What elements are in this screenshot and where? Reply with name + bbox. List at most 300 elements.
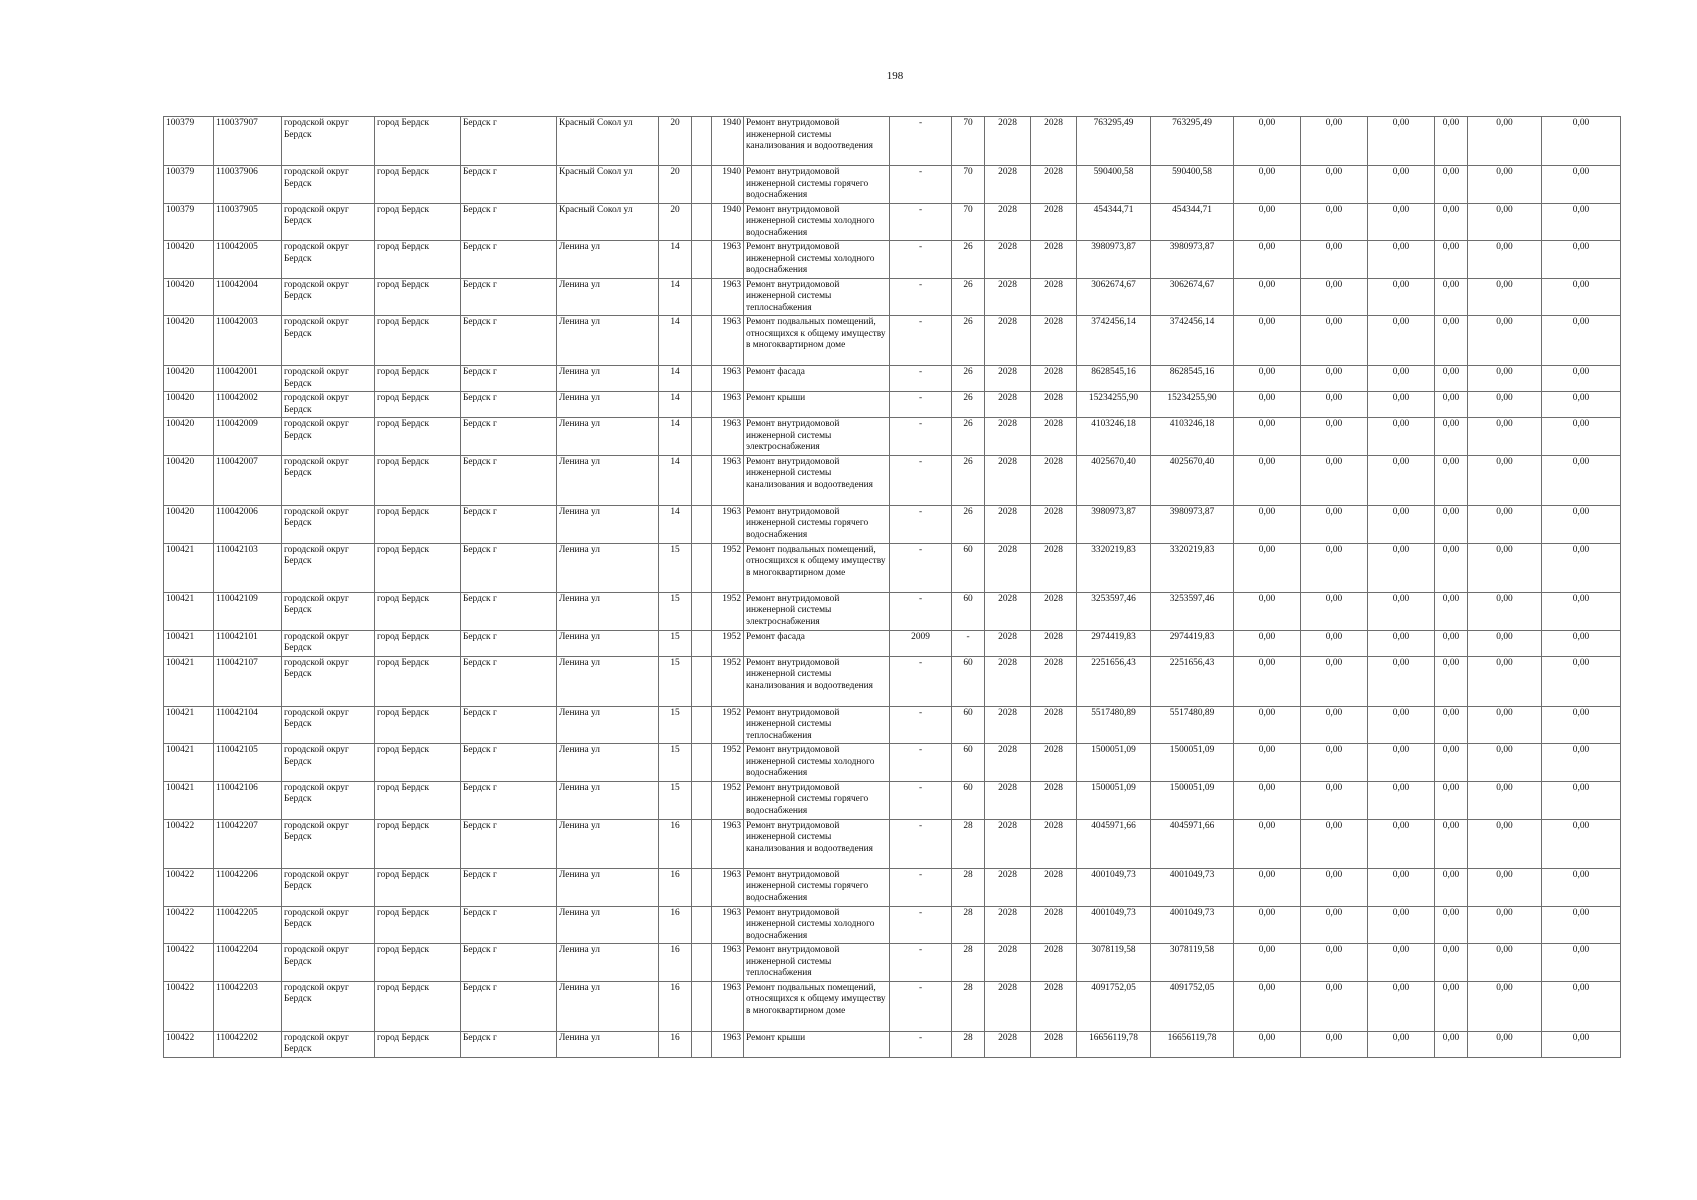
- cell-municipal-district: городской округ Бердск: [282, 744, 375, 782]
- cell-street: Ленина ул: [557, 744, 659, 782]
- cell-house-id: 100421: [164, 706, 214, 744]
- table-row: [164, 392, 1621, 418]
- cell-build-year: 1963: [712, 418, 744, 456]
- cell-municipal-district: городской округ Бердск: [282, 819, 375, 868]
- cell-cost-owners: 0,00: [1468, 543, 1542, 592]
- cell-cost-owners-extra: 0,00: [1542, 543, 1621, 592]
- table-row: [164, 944, 1621, 982]
- cell-settlement: город Бердск: [375, 166, 461, 204]
- cell-house-number: 15: [659, 706, 692, 744]
- table-row: [164, 906, 1621, 944]
- cell-plan-start-year: 2028: [985, 944, 1031, 982]
- cell-house-id: 100379: [164, 166, 214, 204]
- cell-cost-owners: 0,00: [1468, 819, 1542, 868]
- cell-build-year: 1963: [712, 392, 744, 418]
- cell-build-year: 1952: [712, 656, 744, 706]
- cell-work-id: 110042109: [214, 592, 282, 630]
- cell-work-id: 110037905: [214, 203, 282, 241]
- cell-cost-owners: 0,00: [1468, 656, 1542, 706]
- table-row: [164, 455, 1621, 505]
- cell-cost-local-budget: 0,00: [1368, 203, 1435, 241]
- cell-cost-owners: 0,00: [1468, 241, 1542, 279]
- table-row: [164, 868, 1621, 906]
- cell-cost-federal: 0,00: [1234, 906, 1301, 944]
- cell-cost-owners-extra: 0,00: [1542, 117, 1621, 166]
- cell-plan-start-year: 2028: [985, 543, 1031, 592]
- cell-cost-local-budget: 0,00: [1368, 630, 1435, 656]
- cell-cost-federal: 0,00: [1234, 117, 1301, 166]
- cell-street: Ленина ул: [557, 656, 659, 706]
- cell-municipal-district: городской округ Бердск: [282, 706, 375, 744]
- cell-cost-owners-extra: 0,00: [1542, 592, 1621, 630]
- cell-cost-regional-fund: 3078119,58: [1151, 944, 1234, 982]
- cell-cost-owners: 0,00: [1468, 868, 1542, 906]
- table-row: [164, 166, 1621, 204]
- cell-cost-owners-extra: 0,00: [1542, 166, 1621, 204]
- cell-cost-regional-budget: 0,00: [1301, 868, 1368, 906]
- cell-cost-local-budget: 0,00: [1368, 316, 1435, 366]
- cell-cost-owners-extra: 0,00: [1542, 781, 1621, 819]
- cell-last-repair-year: -: [890, 366, 952, 392]
- cell-cost-regional-fund: 3742456,14: [1151, 316, 1234, 366]
- cell-building: [692, 543, 712, 592]
- cell-cost-other: 0,00: [1435, 944, 1468, 982]
- cell-municipal-district: городской округ Бердск: [282, 906, 375, 944]
- cell-street: Ленина ул: [557, 278, 659, 316]
- cell-last-repair-year: -: [890, 455, 952, 505]
- cell-cost-owners-extra: 0,00: [1542, 203, 1621, 241]
- cell-cost-owners-extra: 0,00: [1542, 868, 1621, 906]
- cell-cost-regional-fund: 4091752,05: [1151, 981, 1234, 1031]
- cell-cost-owners-extra: 0,00: [1542, 706, 1621, 744]
- cell-cost-other: 0,00: [1435, 1031, 1468, 1057]
- cell-cost-owners-extra: 0,00: [1542, 981, 1621, 1031]
- cell-plan-start-year: 2028: [985, 392, 1031, 418]
- cell-plan-start-year: 2028: [985, 505, 1031, 543]
- cell-plan-end-year: 2028: [1031, 1031, 1077, 1057]
- cell-total-cost: 2251656,43: [1077, 656, 1151, 706]
- cell-building: [692, 819, 712, 868]
- cell-settlement: город Бердск: [375, 278, 461, 316]
- cell-municipal-district: городской округ Бердск: [282, 630, 375, 656]
- cell-plan-start-year: 2028: [985, 316, 1031, 366]
- cell-cost-other: 0,00: [1435, 455, 1468, 505]
- cell-build-year: 1963: [712, 278, 744, 316]
- cell-plan-end-year: 2028: [1031, 706, 1077, 744]
- cell-cost-regional-fund: 4045971,66: [1151, 819, 1234, 868]
- cell-house-id: 100420: [164, 505, 214, 543]
- cell-settlement: город Бердск: [375, 366, 461, 392]
- cell-cost-owners: 0,00: [1468, 418, 1542, 456]
- cell-cost-federal: 0,00: [1234, 166, 1301, 204]
- cell-plan-end-year: 2028: [1031, 630, 1077, 656]
- cell-settlement: город Бердск: [375, 1031, 461, 1057]
- cell-settlement: город Бердск: [375, 981, 461, 1031]
- cell-cost-other: 0,00: [1435, 392, 1468, 418]
- cell-last-repair-year: 2009: [890, 630, 952, 656]
- cell-cost-owners-extra: 0,00: [1542, 316, 1621, 366]
- cell-settlement: город Бердск: [375, 744, 461, 782]
- cell-building: [692, 278, 712, 316]
- cell-cost-regional-budget: 0,00: [1301, 819, 1368, 868]
- cell-total-cost: 3980973,87: [1077, 505, 1151, 543]
- cell-work-type: Ремонт внутридомовой инженерной системы теплоснабжения: [744, 944, 890, 982]
- cell-locality: Бердск г: [461, 278, 557, 316]
- cell-street: Ленина ул: [557, 543, 659, 592]
- cell-municipal-district: городской округ Бердск: [282, 543, 375, 592]
- cell-house-number: 14: [659, 505, 692, 543]
- cell-work-id: 110042206: [214, 868, 282, 906]
- cell-settlement: город Бердск: [375, 117, 461, 166]
- cell-cost-other: 0,00: [1435, 543, 1468, 592]
- cell-cost-regional-fund: 3062674,67: [1151, 278, 1234, 316]
- cell-locality: Бердск г: [461, 505, 557, 543]
- cell-settlement: город Бердск: [375, 241, 461, 279]
- cell-municipal-district: городской округ Бердск: [282, 592, 375, 630]
- cell-work-type: Ремонт внутридомовой инженерной системы теплоснабжения: [744, 278, 890, 316]
- cell-cost-regional-budget: 0,00: [1301, 278, 1368, 316]
- cell-cost-regional-fund: 590400,58: [1151, 166, 1234, 204]
- cell-cost-owners-extra: 0,00: [1542, 366, 1621, 392]
- cell-house-id: 100421: [164, 744, 214, 782]
- cell-house-id: 100422: [164, 944, 214, 982]
- cell-work-id: 110042205: [214, 906, 282, 944]
- cell-work-type: Ремонт крыши: [744, 1031, 890, 1057]
- cell-plan-end-year: 2028: [1031, 203, 1077, 241]
- cell-locality: Бердск г: [461, 366, 557, 392]
- cell-building: [692, 366, 712, 392]
- cell-building: [692, 166, 712, 204]
- cell-cost-owners: 0,00: [1468, 981, 1542, 1031]
- cell-street: Ленина ул: [557, 418, 659, 456]
- cell-house-id: 100422: [164, 1031, 214, 1057]
- cell-total-cost: 2974419,83: [1077, 630, 1151, 656]
- cell-settlement: город Бердск: [375, 630, 461, 656]
- cell-locality: Бердск г: [461, 630, 557, 656]
- cell-house-id: 100422: [164, 981, 214, 1031]
- cell-plan-end-year: 2028: [1031, 418, 1077, 456]
- cell-cost-regional-budget: 0,00: [1301, 592, 1368, 630]
- cell-total-cost: 4045971,66: [1077, 819, 1151, 868]
- cell-last-repair-year: -: [890, 706, 952, 744]
- cell-house-id: 100422: [164, 819, 214, 868]
- cell-cost-owners-extra: 0,00: [1542, 418, 1621, 456]
- cell-cost-owners-extra: 0,00: [1542, 944, 1621, 982]
- cell-work-id: 110037907: [214, 117, 282, 166]
- cell-plan-start-year: 2028: [985, 366, 1031, 392]
- cell-municipal-district: городской округ Бердск: [282, 203, 375, 241]
- cell-cost-regional-budget: 0,00: [1301, 117, 1368, 166]
- cell-cost-regional-budget: 0,00: [1301, 505, 1368, 543]
- cell-building: [692, 906, 712, 944]
- cell-plan-end-year: 2028: [1031, 392, 1077, 418]
- cell-plan-end-year: 2028: [1031, 117, 1077, 166]
- cell-cost-regional-budget: 0,00: [1301, 981, 1368, 1031]
- cell-work-type: Ремонт внутридомовой инженерной системы горячего водоснабжения: [744, 166, 890, 204]
- cell-house-number: 16: [659, 1031, 692, 1057]
- cell-house-id: 100379: [164, 203, 214, 241]
- cell-locality: Бердск г: [461, 1031, 557, 1057]
- cell-building: [692, 117, 712, 166]
- cell-plan-end-year: 2028: [1031, 944, 1077, 982]
- cell-house-id: 100422: [164, 906, 214, 944]
- cell-house-number: 20: [659, 166, 692, 204]
- cell-house-id: 100420: [164, 392, 214, 418]
- cell-plan-start-year: 2028: [985, 630, 1031, 656]
- cell-total-cost: 590400,58: [1077, 166, 1151, 204]
- cell-cost-regional-budget: 0,00: [1301, 392, 1368, 418]
- cell-street: Ленина ул: [557, 1031, 659, 1057]
- cell-settlement: город Бердск: [375, 505, 461, 543]
- cell-cost-other: 0,00: [1435, 906, 1468, 944]
- cell-cost-regional-fund: 763295,49: [1151, 117, 1234, 166]
- cell-plan-start-year: 2028: [985, 117, 1031, 166]
- cell-street: Ленина ул: [557, 944, 659, 982]
- cell-build-year: 1963: [712, 316, 744, 366]
- cell-house-id: 100379: [164, 117, 214, 166]
- cell-cost-local-budget: 0,00: [1368, 543, 1435, 592]
- cell-municipal-district: городской округ Бердск: [282, 392, 375, 418]
- cell-build-year: 1963: [712, 868, 744, 906]
- page-number: 198: [886, 70, 904, 82]
- cell-cost-local-budget: 0,00: [1368, 656, 1435, 706]
- cell-plan-end-year: 2028: [1031, 868, 1077, 906]
- cell-house-number: 15: [659, 630, 692, 656]
- cell-cost-federal: 0,00: [1234, 630, 1301, 656]
- cell-plan-end-year: 2028: [1031, 592, 1077, 630]
- cell-cost-owners: 0,00: [1468, 278, 1542, 316]
- cell-building: [692, 944, 712, 982]
- cell-street: Ленина ул: [557, 316, 659, 366]
- cell-cost-other: 0,00: [1435, 418, 1468, 456]
- cell-house-number: 14: [659, 316, 692, 366]
- cell-work-type: Ремонт внутридомовой инженерной системы горячего водоснабжения: [744, 505, 890, 543]
- cell-work-id: 110042104: [214, 706, 282, 744]
- cell-work-id: 110042204: [214, 944, 282, 982]
- cell-last-repair-year: -: [890, 505, 952, 543]
- cell-house-number: 14: [659, 278, 692, 316]
- cell-building: [692, 981, 712, 1031]
- cell-plan-end-year: 2028: [1031, 241, 1077, 279]
- cell-locality: Бердск г: [461, 316, 557, 366]
- cell-cost-owners-extra: 0,00: [1542, 906, 1621, 944]
- cell-wear-percent: 60: [952, 543, 985, 592]
- cell-wear-percent: 28: [952, 981, 985, 1031]
- cell-build-year: 1963: [712, 944, 744, 982]
- cell-wear-percent: 26: [952, 278, 985, 316]
- cell-cost-local-budget: 0,00: [1368, 392, 1435, 418]
- cell-house-number: 14: [659, 455, 692, 505]
- cell-house-number: 15: [659, 592, 692, 630]
- cell-work-id: 110042103: [214, 543, 282, 592]
- cell-cost-local-budget: 0,00: [1368, 418, 1435, 456]
- cell-plan-start-year: 2028: [985, 868, 1031, 906]
- cell-cost-federal: 0,00: [1234, 203, 1301, 241]
- cell-cost-regional-budget: 0,00: [1301, 166, 1368, 204]
- cell-house-number: 20: [659, 203, 692, 241]
- cell-municipal-district: городской округ Бердск: [282, 1031, 375, 1057]
- cell-wear-percent: 60: [952, 592, 985, 630]
- cell-cost-owners: 0,00: [1468, 744, 1542, 782]
- cell-municipal-district: городской округ Бердск: [282, 868, 375, 906]
- cell-municipal-district: городской округ Бердск: [282, 366, 375, 392]
- cell-cost-other: 0,00: [1435, 241, 1468, 279]
- cell-last-repair-year: -: [890, 906, 952, 944]
- cell-work-type: Ремонт крыши: [744, 392, 890, 418]
- cell-settlement: город Бердск: [375, 868, 461, 906]
- cell-cost-other: 0,00: [1435, 656, 1468, 706]
- cell-cost-local-budget: 0,00: [1368, 781, 1435, 819]
- cell-cost-regional-budget: 0,00: [1301, 203, 1368, 241]
- cell-cost-regional-budget: 0,00: [1301, 455, 1368, 505]
- cell-building: [692, 203, 712, 241]
- cell-house-id: 100420: [164, 241, 214, 279]
- cell-cost-owners: 0,00: [1468, 366, 1542, 392]
- cell-last-repair-year: -: [890, 944, 952, 982]
- cell-cost-regional-fund: 4025670,40: [1151, 455, 1234, 505]
- cell-cost-owners: 0,00: [1468, 316, 1542, 366]
- cell-cost-regional-fund: 4001049,73: [1151, 868, 1234, 906]
- cell-build-year: 1963: [712, 241, 744, 279]
- cell-plan-start-year: 2028: [985, 819, 1031, 868]
- cell-work-id: 110042101: [214, 630, 282, 656]
- cell-cost-local-budget: 0,00: [1368, 241, 1435, 279]
- cell-build-year: 1963: [712, 819, 744, 868]
- cell-plan-start-year: 2028: [985, 781, 1031, 819]
- cell-work-id: 110042203: [214, 981, 282, 1031]
- cell-cost-federal: 0,00: [1234, 656, 1301, 706]
- cell-build-year: 1952: [712, 706, 744, 744]
- cell-locality: Бердск г: [461, 819, 557, 868]
- cell-cost-regional-budget: 0,00: [1301, 630, 1368, 656]
- cell-last-repair-year: -: [890, 592, 952, 630]
- cell-cost-local-budget: 0,00: [1368, 744, 1435, 782]
- cell-work-id: 110042106: [214, 781, 282, 819]
- cell-build-year: 1952: [712, 744, 744, 782]
- cell-cost-owners: 0,00: [1468, 117, 1542, 166]
- cell-wear-percent: 28: [952, 819, 985, 868]
- cell-cost-local-budget: 0,00: [1368, 706, 1435, 744]
- cell-build-year: 1940: [712, 117, 744, 166]
- cell-cost-regional-fund: 2251656,43: [1151, 656, 1234, 706]
- cell-cost-federal: 0,00: [1234, 418, 1301, 456]
- cell-cost-regional-budget: 0,00: [1301, 1031, 1368, 1057]
- cell-cost-regional-budget: 0,00: [1301, 543, 1368, 592]
- cell-wear-percent: 60: [952, 706, 985, 744]
- cell-cost-owners: 0,00: [1468, 203, 1542, 241]
- cell-building: [692, 505, 712, 543]
- cell-last-repair-year: -: [890, 117, 952, 166]
- cell-cost-other: 0,00: [1435, 781, 1468, 819]
- cell-build-year: 1952: [712, 630, 744, 656]
- cell-cost-federal: 0,00: [1234, 505, 1301, 543]
- cell-cost-other: 0,00: [1435, 278, 1468, 316]
- cell-cost-owners-extra: 0,00: [1542, 656, 1621, 706]
- cell-total-cost: 4025670,40: [1077, 455, 1151, 505]
- cell-plan-start-year: 2028: [985, 455, 1031, 505]
- cell-last-repair-year: -: [890, 241, 952, 279]
- cell-plan-end-year: 2028: [1031, 505, 1077, 543]
- cell-building: [692, 868, 712, 906]
- cell-cost-local-budget: 0,00: [1368, 819, 1435, 868]
- cell-last-repair-year: -: [890, 981, 952, 1031]
- cell-building: [692, 781, 712, 819]
- cell-settlement: город Бердск: [375, 543, 461, 592]
- cell-settlement: город Бердск: [375, 316, 461, 366]
- cell-building: [692, 656, 712, 706]
- cell-cost-other: 0,00: [1435, 630, 1468, 656]
- cell-cost-owners-extra: 0,00: [1542, 241, 1621, 279]
- cell-cost-regional-budget: 0,00: [1301, 241, 1368, 279]
- cell-build-year: 1963: [712, 505, 744, 543]
- cell-street: Ленина ул: [557, 366, 659, 392]
- cell-work-type: Ремонт фасада: [744, 630, 890, 656]
- cell-work-type: Ремонт внутридомовой инженерной системы холодного водоснабжения: [744, 906, 890, 944]
- cell-total-cost: 454344,71: [1077, 203, 1151, 241]
- cell-house-id: 100420: [164, 418, 214, 456]
- cell-wear-percent: 28: [952, 906, 985, 944]
- cell-street: Ленина ул: [557, 706, 659, 744]
- cell-cost-owners-extra: 0,00: [1542, 455, 1621, 505]
- cell-total-cost: 4001049,73: [1077, 906, 1151, 944]
- cell-cost-owners: 0,00: [1468, 166, 1542, 204]
- cell-work-id: 110042002: [214, 392, 282, 418]
- cell-cost-regional-budget: 0,00: [1301, 656, 1368, 706]
- cell-cost-federal: 0,00: [1234, 1031, 1301, 1057]
- cell-cost-other: 0,00: [1435, 744, 1468, 782]
- cell-wear-percent: 26: [952, 455, 985, 505]
- cell-cost-local-budget: 0,00: [1368, 505, 1435, 543]
- cell-locality: Бердск г: [461, 781, 557, 819]
- cell-cost-owners-extra: 0,00: [1542, 630, 1621, 656]
- cell-build-year: 1952: [712, 781, 744, 819]
- cell-street: Ленина ул: [557, 392, 659, 418]
- cell-plan-end-year: 2028: [1031, 366, 1077, 392]
- cell-building: [692, 744, 712, 782]
- cell-cost-owners-extra: 0,00: [1542, 819, 1621, 868]
- cell-locality: Бердск г: [461, 944, 557, 982]
- cell-wear-percent: 26: [952, 392, 985, 418]
- cell-work-type: Ремонт подвальных помещений, относящихся к общему имуществу в многоквартирном доме: [744, 316, 890, 366]
- cell-wear-percent: 60: [952, 781, 985, 819]
- cell-cost-federal: 0,00: [1234, 781, 1301, 819]
- cell-work-id: 110042006: [214, 505, 282, 543]
- cell-build-year: 1963: [712, 455, 744, 505]
- cell-house-number: 20: [659, 117, 692, 166]
- cell-street: Ленина ул: [557, 868, 659, 906]
- cell-last-repair-year: -: [890, 744, 952, 782]
- cell-work-type: Ремонт подвальных помещений, относящихся к общему имуществу в многоквартирном доме: [744, 543, 890, 592]
- cell-locality: Бердск г: [461, 744, 557, 782]
- cell-locality: Бердск г: [461, 241, 557, 279]
- cell-total-cost: 3078119,58: [1077, 944, 1151, 982]
- cell-cost-local-budget: 0,00: [1368, 906, 1435, 944]
- cell-street: Красный Сокол ул: [557, 117, 659, 166]
- cell-locality: Бердск г: [461, 656, 557, 706]
- cell-building: [692, 316, 712, 366]
- cell-plan-start-year: 2028: [985, 706, 1031, 744]
- cell-plan-start-year: 2028: [985, 203, 1031, 241]
- cell-cost-other: 0,00: [1435, 981, 1468, 1031]
- cell-plan-start-year: 2028: [985, 656, 1031, 706]
- cell-cost-other: 0,00: [1435, 868, 1468, 906]
- cell-cost-regional-fund: 3980973,87: [1151, 505, 1234, 543]
- cell-plan-end-year: 2028: [1031, 316, 1077, 366]
- cell-house-number: 15: [659, 744, 692, 782]
- cell-last-repair-year: -: [890, 868, 952, 906]
- cell-house-number: 14: [659, 366, 692, 392]
- cell-cost-regional-budget: 0,00: [1301, 781, 1368, 819]
